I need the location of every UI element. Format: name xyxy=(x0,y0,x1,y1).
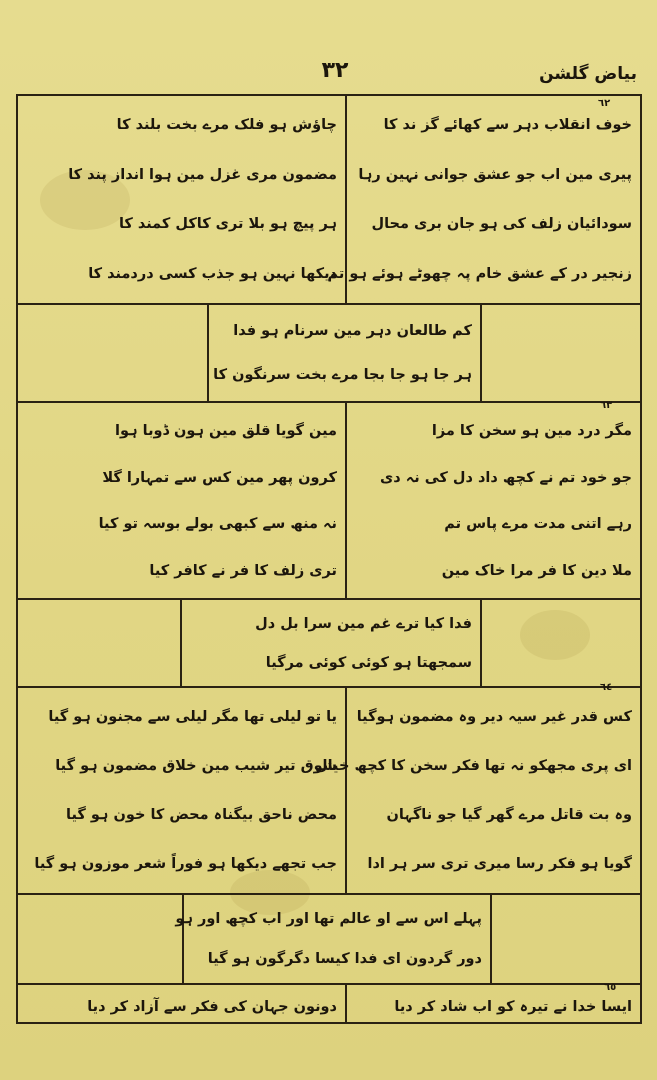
verse-left xyxy=(18,688,345,893)
verse-line: ای پری مجھکو نہ تھا فکر سخن کا کچھ خیال xyxy=(315,757,632,774)
verse-number: ٦٤ xyxy=(600,682,613,693)
column-divider xyxy=(345,983,347,1024)
verse-left xyxy=(18,96,345,303)
page-number: ۳۲ xyxy=(321,58,349,83)
verse-line: ایسا خدا نے تیرہ کو اب شاد کر دیا xyxy=(394,999,632,1015)
verse-line: گویا ہو فکر رسا میری تری سر ہر ادا xyxy=(367,856,632,873)
verse-line: ہر جا ہو جا بجا مرے بخت سرنگون کا xyxy=(213,367,472,383)
verse-left xyxy=(18,990,345,1024)
verse-right xyxy=(327,96,640,303)
verse-line: مگر درد مین ہو سخن کا مزا xyxy=(431,423,632,440)
verse-number: ٦٥ xyxy=(604,982,617,993)
column-divider xyxy=(480,598,482,686)
verse-line: محض ناحق بیگناہ محض کا خون ہو گیا xyxy=(66,807,337,824)
verse-line: مضمون مری غزل مین ہوا انداز پند کا xyxy=(68,166,337,183)
verse-line: ہر پیچ ہو بلا تری کاکل کمند کا xyxy=(118,216,337,233)
verse-line: وہ بت قاتل مرے گھر گیا جو ناگہان xyxy=(386,807,632,824)
verse-line: تری زلف کا فر نے کافر کیا xyxy=(149,562,337,579)
verse-line: پہلے اس سے او عالم تھا اور اب کچھ اور ہو xyxy=(175,911,482,927)
verse-right xyxy=(347,990,640,1024)
verse-right xyxy=(315,688,640,893)
verse-line: کس قدر غیر سیہ دیر وہ مضمون ہوگیا xyxy=(356,708,632,725)
row-divider xyxy=(16,401,642,403)
page-title: بیاض گلشن xyxy=(539,64,637,84)
verse-line: نہ منھ سے کبھی بولے بوسہ تو کیا xyxy=(98,516,337,533)
column-divider xyxy=(480,303,482,401)
verse-line: مین گویا قلق مین ہون ڈوبا ہوا xyxy=(115,423,337,440)
verse-line: جو خود تم نے کچھ داد دل کی نہ دی xyxy=(379,469,632,486)
verse-line: زنجیر در کے عشق خام پہ چھوٹے ہوئے ہو تم xyxy=(327,266,632,283)
verse-line: دور گردون ای فدا کیسا دگرگون ہو گیا xyxy=(207,951,482,967)
verse-line: یا تو لیلی تھا مگر لیلی سے مجنون ہو گیا xyxy=(48,708,337,725)
verse-line: سمجھتا ہو کوئی کوئی مرگیا xyxy=(265,654,472,671)
column-divider xyxy=(490,893,492,983)
verse-number: ٦٢ xyxy=(598,98,611,109)
row-divider xyxy=(16,983,642,985)
verse-line: چاؤش ہو فلک مرے بخت بلند کا xyxy=(116,116,337,133)
verse-line: رہے اتنی مدت مرے پاس تم xyxy=(444,516,632,533)
verse-line: جب تجھے دیکھا ہو فوراً شعر موزون ہو گیا xyxy=(34,856,337,873)
verse-center xyxy=(209,305,480,401)
verse-line: سودائیان زلف کی ہو جان بری محال xyxy=(371,216,632,233)
verse-line: فدا کیا ترے غم مین سرا بل دل xyxy=(255,615,472,632)
verse-center xyxy=(175,895,490,983)
verse-line: دیکھا نہین ہو جذب کسی دردمند کا xyxy=(88,266,337,283)
verse-right xyxy=(347,404,640,598)
verse-center xyxy=(182,600,480,686)
verse-number: ٦٣ xyxy=(600,400,613,411)
verse-left xyxy=(18,404,345,598)
verse-line: شوق تیر شیب مین خلاق مضمون ہو گیا xyxy=(55,757,337,774)
verse-line: پیری مین اب جو عشق جوانی نہین رہا xyxy=(358,166,632,183)
verse-line: کرون پھر مین کس سے تمہارا گلا xyxy=(102,469,337,486)
verse-line: خوف انقلاب دہر سے کھائے گز ند کا xyxy=(383,116,632,133)
verse-line: ملا دین کا فر مرا خاک مین xyxy=(441,562,632,579)
verse-line: دونون جہان کی فکر سے آزاد کر دیا xyxy=(87,999,337,1015)
verse-line: کم طالعان دہر مین سرنام ہو فدا xyxy=(233,323,472,339)
